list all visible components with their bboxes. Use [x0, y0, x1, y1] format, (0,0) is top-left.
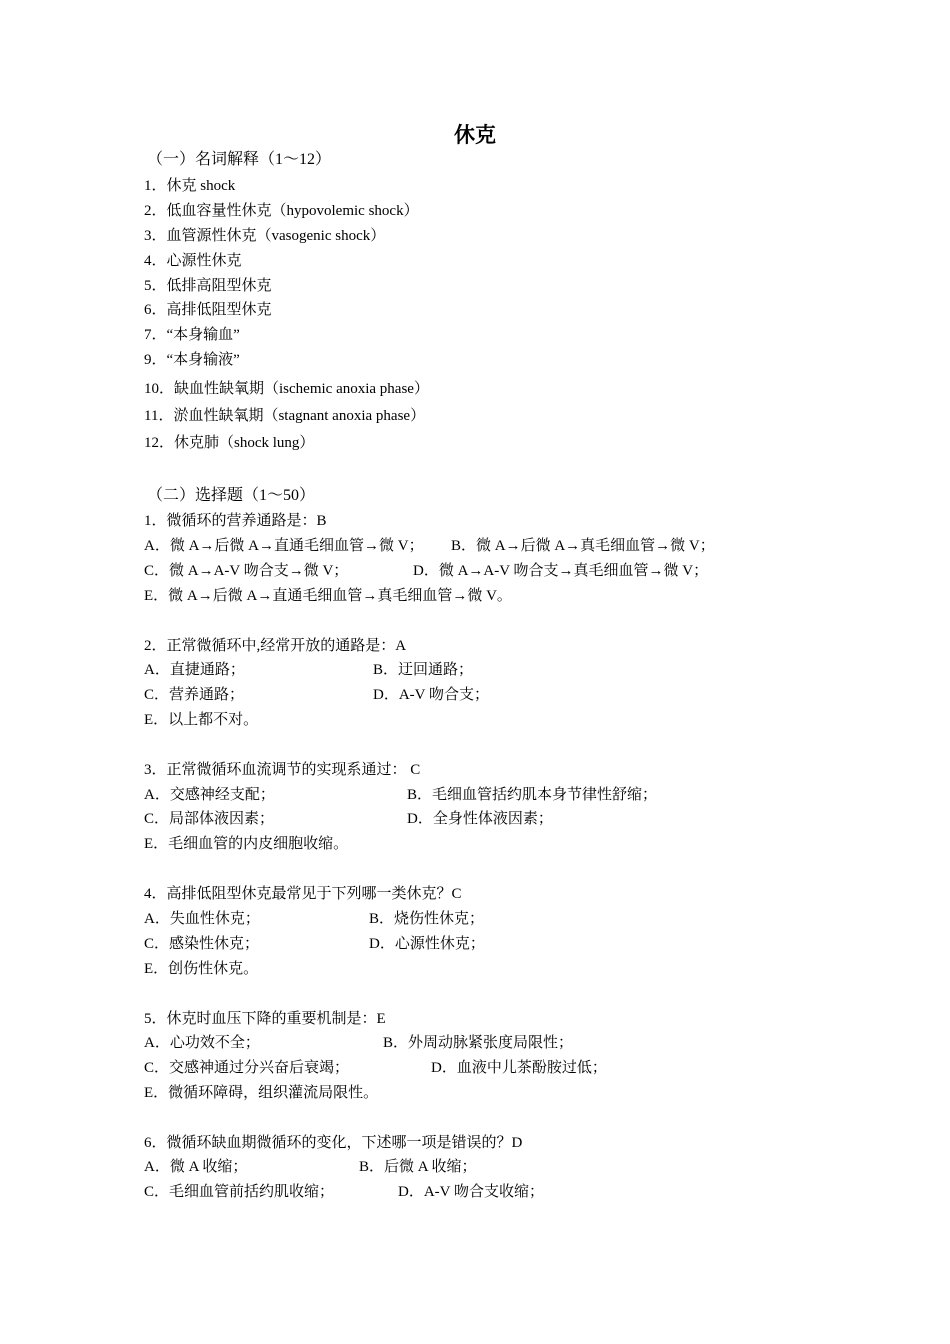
option-row: [144, 660, 474, 680]
question-stem: 5．休克时血压下降的重要机制是：E: [144, 1011, 386, 1027]
option: E．以上都不对。: [144, 712, 259, 728]
option: B．烧伤性休克；: [369, 911, 485, 927]
option: B．后微 A 收缩；: [359, 1159, 477, 1175]
question-stem: 3．正常微循环血流调节的实现系通过： C: [144, 762, 421, 778]
question-stem: 6．微循环缺血期微循环的变化，下述哪一项是错误的？D: [144, 1135, 523, 1151]
definition-item: 3．血管源性休克（vasogenic shock）: [144, 228, 386, 244]
section-heading-choices: （二）选择题（1～50）: [147, 487, 316, 504]
definition-item: 7．“本身输血”: [144, 327, 240, 343]
definition-item: 6．高排低阻型休克: [144, 302, 272, 318]
option-row: [144, 934, 485, 954]
option-row: [144, 834, 348, 854]
option-row: [144, 710, 258, 730]
option: A．微 A→后微 A→直通毛细血管→微 V；: [144, 538, 424, 554]
option: D．A-V 吻合支；: [373, 687, 489, 703]
option: C．交感神通过分兴奋后衰竭；: [144, 1060, 350, 1076]
option: C．感染性休克；: [144, 936, 260, 952]
option: A．失血性休克；: [144, 911, 260, 927]
option: E．微 A→后微 A→直通毛细血管→真毛细血管→微 V。: [144, 588, 512, 604]
option: B．迂回通路；: [373, 662, 474, 678]
option-row: [144, 909, 485, 929]
option: E．微循环障碍，组织灌流局限性。: [144, 1085, 379, 1101]
option: E．毛细血管的内皮细胞收缩。: [144, 836, 349, 852]
definition-item: 12．休克肺（shock lung）: [144, 435, 315, 451]
definition-item: 4．心源性休克: [144, 253, 242, 269]
option: D．全身性体液因素；: [407, 811, 553, 827]
option: B．外周动脉紧张度局限性；: [383, 1035, 574, 1051]
option: C．营养通路；: [144, 687, 245, 703]
option-row: [144, 1058, 607, 1078]
question-stem: 4．高排低阻型休克最常见于下列哪一类休克？C: [144, 886, 462, 902]
option: B．微 A→后微 A→真毛细血管→微 V；: [451, 538, 715, 554]
option-row: [144, 1033, 574, 1053]
option-row: [144, 1157, 477, 1177]
definition-item: 11．淤血性缺氧期（stagnant anoxia phase）: [144, 408, 426, 424]
definition-item: 5．低排高阻型休克: [144, 278, 272, 294]
option: C．毛细血管前括约肌收缩；: [144, 1184, 335, 1200]
definition-item: 10．缺血性缺氧期（ischemic anoxia phase）: [144, 381, 429, 397]
option: A．心功效不全；: [144, 1035, 260, 1051]
option-row: [144, 586, 512, 606]
option: D．微 A→A-V 吻合支→真毛细血管→微 V；: [413, 563, 709, 579]
option: E．创伤性休克。: [144, 961, 259, 977]
option-row: [144, 536, 715, 556]
option: C．局部体液因素；: [144, 811, 275, 827]
option: D．A-V 吻合支收缩；: [398, 1184, 544, 1200]
option-row: [144, 785, 658, 805]
option: A．交感神经支配；: [144, 787, 275, 803]
definition-item: 1．休克 shock: [144, 178, 236, 194]
option-row: [144, 959, 258, 979]
definition-item: 9．“本身输液”: [144, 352, 240, 368]
option-row: [144, 1083, 378, 1103]
option: C．微 A→A-V 吻合支→微 V；: [144, 563, 349, 579]
section-heading-definitions: （一）名词解释（1～12）: [147, 151, 332, 168]
option-row: [144, 685, 489, 705]
question-stem: 1．微循环的营养通路是：B: [144, 513, 327, 529]
option-row: [144, 809, 553, 829]
option: B．毛细血管括约肌本身节律性舒缩；: [407, 787, 658, 803]
page-title: 休克: [454, 123, 496, 147]
option-row: [144, 1182, 544, 1202]
option: A．微 A 收缩；: [144, 1159, 248, 1175]
option: A．直捷通路；: [144, 662, 245, 678]
option-row: [144, 561, 709, 581]
question-stem: 2．正常微循环中,经常开放的通路是：A: [144, 638, 407, 654]
definition-item: 2．低血容量性休克（hypovolemic shock）: [144, 203, 419, 219]
option: D．心源性休克；: [369, 936, 485, 952]
option: D．血液中儿茶酚胺过低；: [431, 1060, 607, 1076]
